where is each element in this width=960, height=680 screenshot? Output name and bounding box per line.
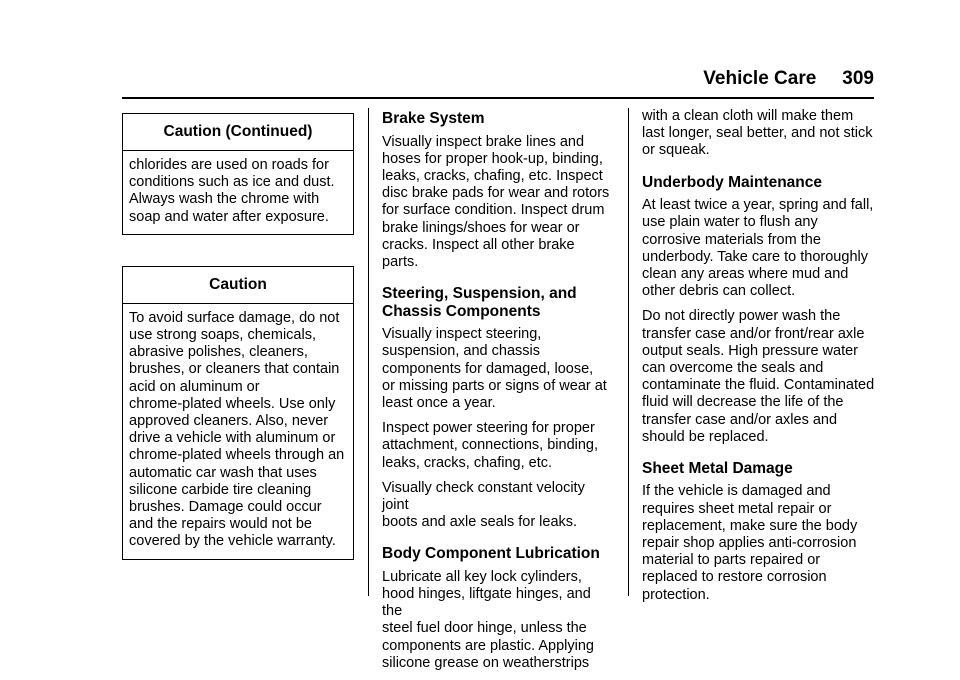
paragraph <box>382 480 614 532</box>
text-line: or missing parts or signs of wear at <box>382 377 607 394</box>
paragraph <box>382 569 614 672</box>
text-line: replaced to restore corrosion <box>642 569 827 586</box>
text-line: suspension, and chassis <box>382 343 540 360</box>
text-line: Always wash the chrome with <box>129 191 320 208</box>
text-line: clean any areas where mud and <box>642 265 849 282</box>
text-line: drive a vehicle with aluminum or <box>129 430 336 447</box>
text-line: leaks, cracks, chafing, etc. <box>382 454 553 471</box>
section-heading-steering <box>382 285 614 320</box>
text-line: Visually check constant velocity joint <box>382 479 585 513</box>
column-3 <box>642 108 876 612</box>
page-header <box>703 68 874 90</box>
text-line: abrasive polishes, cleaners, <box>129 344 308 361</box>
heading-line: Chassis Components <box>382 302 541 320</box>
text-line: covered by the vehicle warranty. <box>129 533 336 550</box>
text-line: acid on aluminum or <box>129 378 260 395</box>
column-1 <box>122 113 354 560</box>
text-line: hood hinges, liftgate hinges, and the <box>382 586 591 620</box>
text-line: chrome-plated wheels. Use only <box>129 395 336 412</box>
text-line: requires sheet metal repair or <box>642 500 832 517</box>
text-line: At least twice a year, spring and fall, <box>642 197 874 214</box>
header-rule <box>122 97 874 99</box>
section-heading-brake-system: Brake System <box>382 110 485 127</box>
text-line: brushes. Damage could occur <box>129 499 322 516</box>
text-line: chrome-plated wheels through an <box>129 447 345 464</box>
text-line: chlorides are used on roads for <box>129 157 329 173</box>
text-line: To avoid surface damage, do not <box>129 309 340 326</box>
text-line: with a clean cloth will make them <box>642 108 854 124</box>
column-2 <box>382 110 614 680</box>
text-line: Do not directly power wash the <box>642 308 841 325</box>
text-line: transfer case and/or front/rear axle <box>642 325 865 342</box>
paragraph <box>382 134 614 272</box>
column-divider <box>628 108 629 596</box>
paragraph <box>642 483 876 603</box>
text-line: replacement, make sure the body <box>642 517 858 534</box>
text-line: leaks, cracks, chafing, etc. Inspect <box>382 167 603 184</box>
section-heading-sheet-metal: Sheet Metal Damage <box>642 459 793 477</box>
text-line: transfer case and/or axles and <box>642 411 838 428</box>
text-line: steel fuel door hinge, unless the <box>382 620 587 637</box>
text-line: use strong soaps, chemicals, <box>129 327 316 344</box>
caution-body <box>123 151 353 234</box>
text-line: Visually inspect steering, <box>382 326 542 343</box>
text-line: Visually inspect brake lines and <box>382 133 585 150</box>
text-line: automatic car wash that uses <box>129 464 317 481</box>
caution-continued-box <box>122 113 354 235</box>
text-line: least once a year. <box>382 394 496 411</box>
text-line: If the vehicle is damaged and <box>642 483 831 500</box>
column-divider <box>368 108 369 596</box>
text-line: material to parts repaired or <box>642 552 821 569</box>
text-line: components are plastic. Applying <box>382 637 594 654</box>
text-line: other debris can collect. <box>642 283 796 300</box>
section-heading-body-lubrication: Body Component Lubrication <box>382 545 600 563</box>
text-line: protection. <box>642 586 710 603</box>
page-number: 309 <box>842 68 874 89</box>
text-line: soap and water after exposure. <box>129 208 329 225</box>
text-line: attachment, connections, binding, <box>382 437 599 454</box>
text-line: should be replaced. <box>642 428 769 445</box>
text-line: silicone grease on weatherstrips <box>382 654 590 671</box>
text-line: brushes, or cleaners that contain <box>129 361 340 378</box>
paragraph <box>642 197 876 300</box>
text-line: Inspect power steering for proper <box>382 420 595 437</box>
text-line: components for damaged, loose, <box>382 360 594 377</box>
text-line: Lubricate all key lock cylinders, <box>382 568 582 585</box>
text-line: corrosive materials from the <box>642 231 821 248</box>
text-line: approved cleaners. Also, never <box>129 413 329 430</box>
text-line: use plain water to flush any <box>642 214 818 231</box>
caution-body <box>123 304 353 559</box>
text-line: boots and axle seals for leaks. <box>382 514 578 531</box>
caution-box <box>122 266 354 560</box>
heading-line: Steering, Suspension, and <box>382 285 577 303</box>
text-line: for surface condition. Inspect drum <box>382 202 605 219</box>
text-line: cracks. Inspect all other brake parts. <box>382 236 575 270</box>
text-line: and the repairs would not be <box>129 516 312 533</box>
caution-title: Caution (Continued) <box>123 114 353 151</box>
text-line: fluid will decrease the life of the <box>642 394 844 411</box>
paragraph <box>382 326 614 412</box>
text-line: brake linings/shoes for wear or <box>382 219 580 236</box>
section-heading-underbody: Underbody Maintenance <box>642 173 822 191</box>
text-line: last longer, seal better, and not stick <box>642 125 873 142</box>
text-line: can overcome the seals and <box>642 359 824 376</box>
caution-title: Caution <box>123 267 353 304</box>
text-line: silicone carbide tire cleaning <box>129 481 312 498</box>
text-line: disc brake pads for wear and rotors <box>382 185 610 202</box>
paragraph <box>642 308 876 446</box>
text-line: hoses for proper hook-up, binding, <box>382 150 603 167</box>
section-title: Vehicle Care <box>703 68 817 89</box>
paragraph-continuation <box>642 108 876 160</box>
text-line: output seals. High pressure water <box>642 342 858 359</box>
text-line: conditions such as ice and dust. <box>129 174 335 191</box>
text-line: repair shop applies anti-corrosion <box>642 535 857 552</box>
paragraph <box>382 420 614 472</box>
text-line: or squeak. <box>642 142 710 159</box>
text-line: contaminate the fluid. Contaminated <box>642 377 875 394</box>
text-line: underbody. Take care to thoroughly <box>642 248 868 265</box>
